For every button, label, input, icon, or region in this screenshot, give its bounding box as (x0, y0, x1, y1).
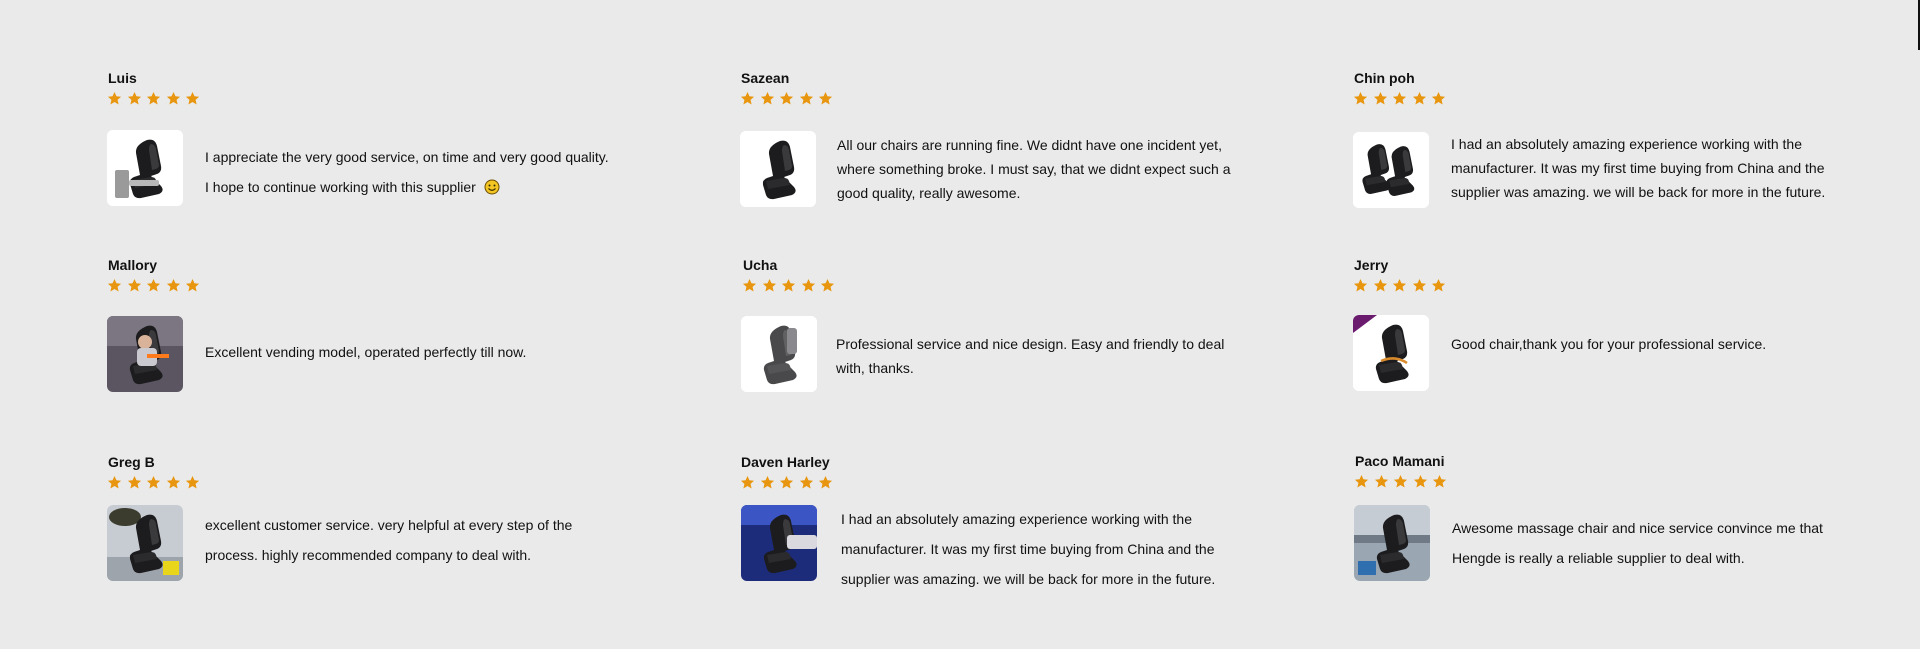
star-icon (146, 278, 161, 293)
review-text: excellent customer service. very helpful at every step of the process. highly recommended company to deal with. (205, 517, 573, 563)
reviewer-name: Sazean (741, 70, 790, 86)
star-icon (820, 278, 835, 293)
star-icon (779, 91, 794, 106)
reviewer-name: Greg B (108, 454, 155, 470)
star-icon (818, 475, 833, 490)
star-icon (166, 475, 181, 490)
star-rating (107, 475, 205, 490)
star-icon (1373, 278, 1388, 293)
star-icon (146, 475, 161, 490)
review-text: Excellent vending model, operated perfectly till now. (205, 344, 527, 360)
review-text: I had an absolutely amazing experience working with the manufacturer. It was my first time buying from China and the supplier was amazing. we will be back for more in the future. (1451, 136, 1826, 200)
star-icon (146, 91, 161, 106)
smiley-face-icon (484, 175, 500, 191)
review-text (205, 142, 645, 202)
review-text-line: I appreciate the very good service, on time and very good quality. (205, 149, 609, 165)
star-rating (107, 278, 205, 293)
star-icon (799, 475, 814, 490)
review-product-image (741, 505, 817, 581)
star-icon (1393, 474, 1408, 489)
star-icon (740, 475, 755, 490)
star-icon (1353, 278, 1368, 293)
reviewer-name: Daven Harley (741, 454, 830, 470)
star-icon (1374, 474, 1389, 489)
star-icon (1392, 278, 1407, 293)
star-icon (185, 278, 200, 293)
star-icon (107, 91, 122, 106)
star-icon (166, 278, 181, 293)
star-rating (742, 278, 840, 293)
star-icon (1432, 474, 1447, 489)
review-text-line: I hope to continue working with this supplier (205, 179, 476, 195)
reviewer-name: Jerry (1354, 257, 1389, 273)
star-icon (742, 278, 757, 293)
star-icon (779, 475, 794, 490)
star-icon (799, 91, 814, 106)
star-icon (1431, 91, 1446, 106)
reviewer-name: Mallory (108, 257, 158, 273)
star-icon (107, 475, 122, 490)
star-icon (740, 91, 755, 106)
star-icon (1412, 91, 1427, 106)
star-icon (1412, 278, 1427, 293)
review-product-image (740, 131, 816, 207)
star-icon (127, 278, 142, 293)
review-text: Awesome massage chair and nice service convince me that Hengde is really a reliable supplier to deal with. (1452, 520, 1823, 566)
star-rating (107, 91, 205, 106)
reviewer-name: Chin poh (1354, 70, 1415, 86)
review-product-image (741, 316, 817, 392)
star-icon (127, 91, 142, 106)
star-icon (185, 475, 200, 490)
star-icon (1373, 91, 1388, 106)
star-icon (762, 278, 777, 293)
star-rating (740, 91, 838, 106)
star-rating (1353, 91, 1451, 106)
reviewer-name: Paco Mamani (1355, 453, 1445, 469)
review-product-image (1353, 132, 1429, 208)
review-product-image (107, 130, 183, 206)
review-product-image (1354, 505, 1430, 581)
star-icon (760, 475, 775, 490)
reviewer-name: Luis (108, 70, 137, 86)
star-icon (127, 475, 142, 490)
star-icon (818, 91, 833, 106)
review-text: Professional service and nice design. Easy and friendly to deal with, thanks. (836, 336, 1225, 376)
star-rating (740, 475, 838, 490)
star-icon (185, 91, 200, 106)
star-icon (801, 278, 816, 293)
star-icon (1354, 474, 1369, 489)
review-product-image (1353, 315, 1429, 391)
review-text: All our chairs are running fine. We didnt have one incident yet, where something broke. I must say, that we didnt expect such a good quality, really awesome. (837, 137, 1231, 201)
star-icon (166, 91, 181, 106)
star-icon (760, 91, 775, 106)
review-text: I had an absolutely amazing experience working with the manufacturer. It was my first time buying from China and the supplier was amazing. we will be back for more in the future. (841, 511, 1216, 587)
review-product-image (107, 316, 183, 392)
star-icon (1413, 474, 1428, 489)
star-rating (1353, 278, 1451, 293)
star-rating (1354, 474, 1452, 489)
review-text: Good chair,thank you for your professional service. (1451, 336, 1767, 352)
star-icon (1431, 278, 1446, 293)
star-icon (1353, 91, 1368, 106)
star-icon (107, 278, 122, 293)
star-icon (1392, 91, 1407, 106)
review-product-image (107, 505, 183, 581)
star-icon (781, 278, 796, 293)
reviewer-name: Ucha (743, 257, 778, 273)
